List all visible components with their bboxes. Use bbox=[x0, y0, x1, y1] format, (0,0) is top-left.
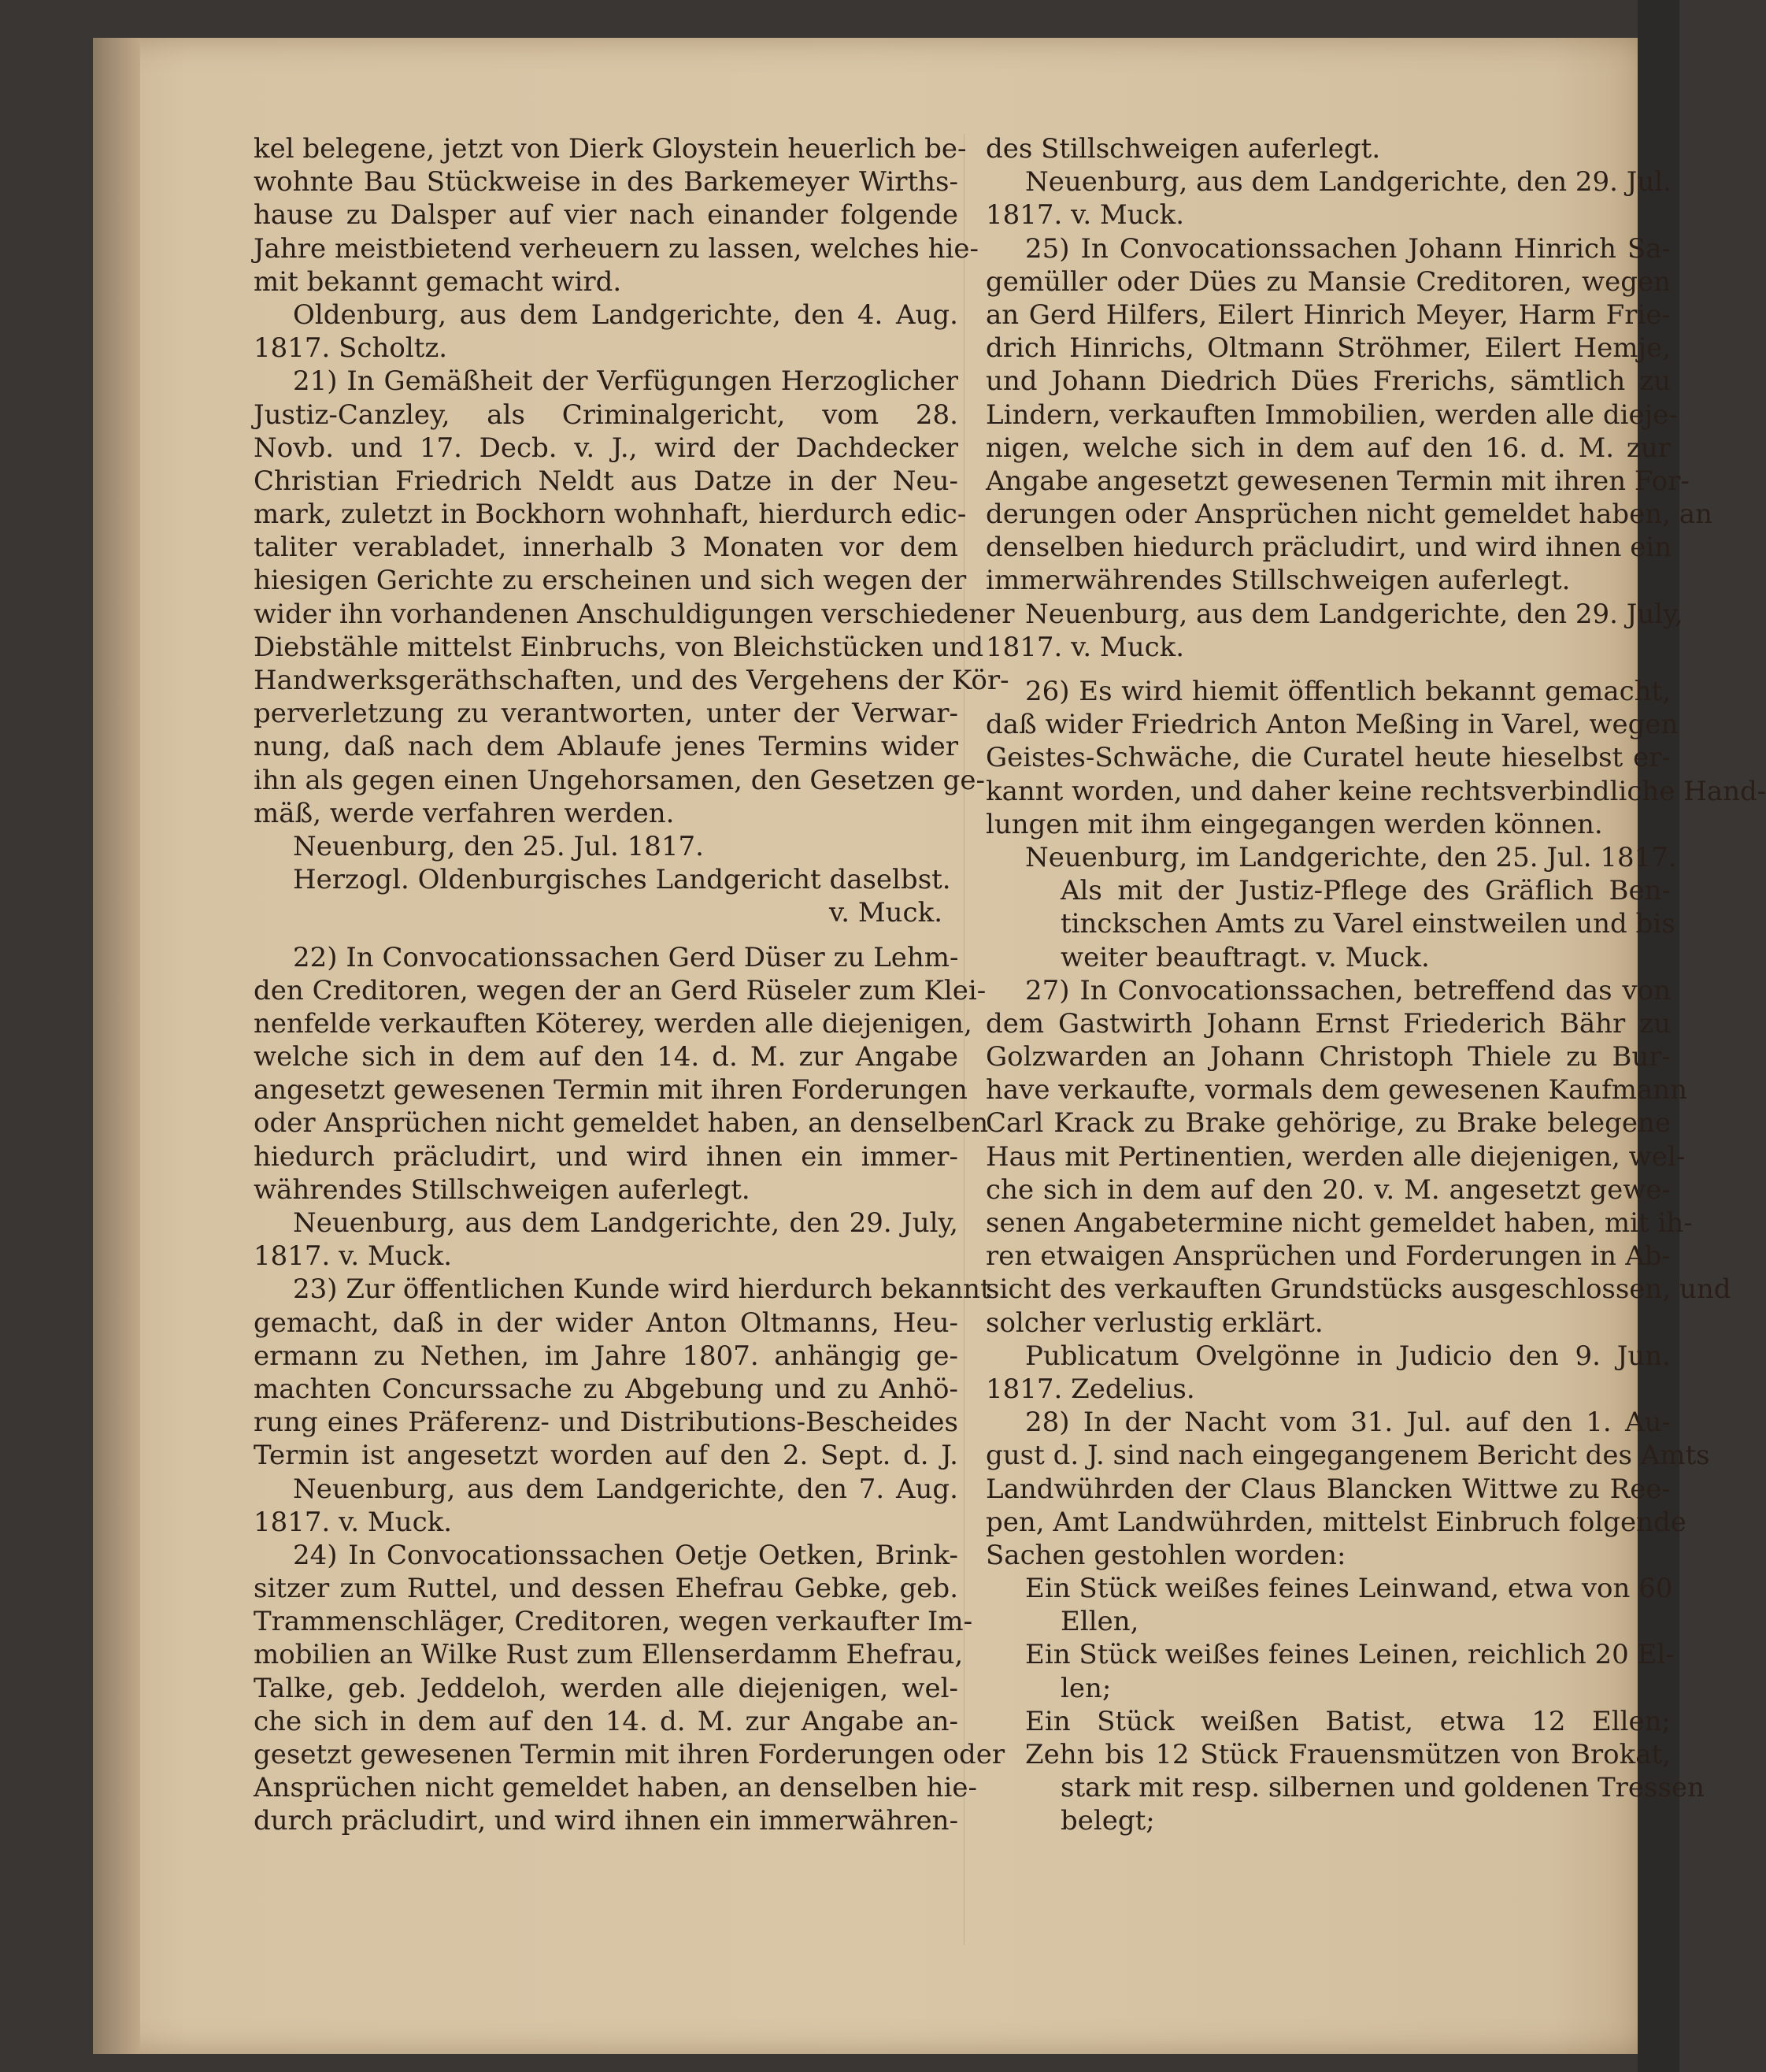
text-line: nigen, welche sich in dem auf den 16. d. M. zur bbox=[986, 432, 1671, 464]
text-line: mit bekannt gemacht wird. bbox=[254, 265, 622, 298]
text-line: Neuenburg, aus dem Landgerichte, den 29. July, bbox=[1025, 598, 1683, 630]
right-text-column bbox=[986, 132, 1766, 1838]
text-line: taliter verabladet, innerhalb 3 Monaten vor dem bbox=[254, 532, 958, 564]
text-line: mark, zuletzt in Bockhorn wohnhaft, hierdurch edic- bbox=[254, 499, 967, 531]
text-line: derungen oder Ansprüchen nicht gemeldet haben, an bbox=[986, 499, 1712, 531]
text-line: Neuenburg, aus dem Landgerichte, den 7. Aug. bbox=[293, 1473, 958, 1505]
text-line: machten Concurssache zu Abgebung und zu Anhö- bbox=[254, 1373, 958, 1405]
text-line: Neuenburg, im Landgerichte, den 25. Jul. 1817. bbox=[1025, 841, 1677, 873]
text-line: wohnte Bau Stückweise in des Barkemeyer Wirths- bbox=[254, 166, 958, 198]
text-line: des Stillschweigen auferlegt. bbox=[986, 133, 1381, 165]
text-line: 28) In der Nacht vom 31. Jul. auf den 1. Au- bbox=[1025, 1407, 1671, 1439]
text-line: oder Ansprüchen nicht gemeldet haben, an denselben bbox=[254, 1107, 989, 1140]
text-line: Carl Krack zu Brake gehörige, zu Brake belegene bbox=[986, 1107, 1671, 1140]
text-line: Neuenburg, aus dem Landgerichte, den 29. Jul. bbox=[1025, 166, 1672, 198]
text-line: Christian Friedrich Neldt aus Datze in der Neu- bbox=[254, 465, 958, 497]
text-line: 26) Es wird hiemit öffentlich bekannt gemacht, bbox=[1025, 676, 1671, 707]
text-line: wider ihn vorhandenen Anschuldigungen verschiedener bbox=[254, 598, 1015, 630]
text-line: Zehn bis 12 Stück Frauensmützen von Brokat, bbox=[1025, 1739, 1671, 1770]
text-line: Neuenburg, aus dem Landgerichte, den 29. July, bbox=[293, 1207, 958, 1239]
text-line: perverletzung zu verantworten, unter der Verwar- bbox=[254, 698, 958, 730]
text-line: 23) Zur öffentlichen Kunde wird hierdurch bekannt bbox=[293, 1273, 991, 1306]
text-line: Geistes-Schwäche, die Curatel heute hieselbst er- bbox=[986, 742, 1671, 774]
text-line: solcher verlustig erklärt. bbox=[986, 1307, 1324, 1339]
text-line: che sich in dem auf den 20. v. M. angesetzt gewe- bbox=[986, 1173, 1671, 1206]
text-line: immerwährendes Stillschweigen auferlegt. bbox=[986, 565, 1571, 597]
text-line: Lindern, verkauften Immobilien, werden alle dieje- bbox=[986, 398, 1678, 431]
text-line: nung, daß nach dem Ablaufe jenes Termins wider bbox=[254, 731, 958, 763]
text-line: an Gerd Hilfers, Eilert Hinrich Meyer, Harm Frie- bbox=[986, 298, 1671, 331]
text-line: weiter beauftragt. v. Muck. bbox=[1061, 941, 1430, 973]
text-line: gemüller oder Dües zu Mansie Creditoren, wegen bbox=[986, 265, 1671, 298]
text-line: mobilien an Wilke Rust zum Ellenserdamm Ehefrau, bbox=[254, 1639, 964, 1671]
text-line: ermann zu Nethen, im Jahre 1807. anhängig ge- bbox=[254, 1340, 958, 1372]
text-line: Oldenburg, aus dem Landgerichte, den 4. Aug. bbox=[293, 298, 958, 331]
text-line: Landwührden der Claus Blancken Wittwe zu Ree- bbox=[986, 1473, 1671, 1505]
text-line: dem Gastwirth Johann Ernst Friederich Bähr zu bbox=[986, 1007, 1671, 1040]
text-line: 27) In Convocationssachen, betreffend das von bbox=[1025, 974, 1671, 1006]
text-line: Jahre meistbietend verheuern zu lassen, welches hie- bbox=[254, 232, 979, 265]
text-line: have verkaufte, vormals dem gewesenen Kaufmann bbox=[986, 1074, 1688, 1106]
text-line: und Johann Diedrich Dües Frerichs, sämtlich zu bbox=[986, 365, 1671, 398]
text-line: lungen mit ihm eingegangen werden können. bbox=[986, 808, 1603, 840]
binding-edge bbox=[93, 38, 140, 2054]
text-line: Als mit der Justiz-Pflege des Gräflich Ben- bbox=[1061, 875, 1671, 907]
text-line: angesetzt gewesenen Termin mit ihren Forderungen bbox=[254, 1074, 968, 1106]
text-line: den Creditoren, wegen der an Gerd Rüseler zum Klei- bbox=[254, 974, 987, 1006]
text-line: Golzwarden an Johann Christoph Thiele zu Bur- bbox=[986, 1041, 1671, 1073]
text-line: rung eines Präferenz- und Distributions-Bescheides bbox=[254, 1407, 958, 1439]
text-line: 24) In Convocationssachen Oetje Oetken, Brink- bbox=[293, 1539, 958, 1571]
text-line: Ein Stück weißes feines Leinen, reichlich 20 El- bbox=[1025, 1639, 1675, 1671]
text-line: 1817. v. Muck. bbox=[986, 631, 1185, 663]
text-line: pen, Amt Landwührden, mittelst Einbruch folgende bbox=[986, 1506, 1686, 1538]
text-line: währendes Stillschweigen auferlegt. bbox=[254, 1173, 750, 1206]
text-line: ren etwaigen Ansprüchen und Forderungen in Ab- bbox=[986, 1240, 1671, 1273]
text-line: daß wider Friedrich Anton Meßing in Varel, wegen bbox=[986, 709, 1679, 741]
text-line: che sich in dem auf den 14. d. M. zur Angabe an- bbox=[254, 1705, 958, 1737]
text-line: Sachen gestohlen worden: bbox=[986, 1539, 1346, 1571]
text-line: 1817. v. Muck. bbox=[254, 1240, 453, 1273]
text-line: gesetzt gewesenen Termin mit ihren Forderungen oder bbox=[254, 1739, 1005, 1770]
text-line: ihn als gegen einen Ungehorsamen, den Gesetzen ge- bbox=[254, 764, 985, 796]
text-line: gemacht, daß in der wider Anton Oltmanns, Heu- bbox=[254, 1307, 958, 1339]
text-line: welche sich in dem auf den 14. d. M. zur Angabe bbox=[254, 1041, 958, 1073]
text-line: v. Muck. bbox=[829, 897, 942, 929]
text-line: kannt worden, und daher keine rechtsverbindliche Hand- bbox=[986, 775, 1766, 807]
text-line: Haus mit Pertinentien, werden alle diejenigen, wel- bbox=[986, 1140, 1686, 1173]
text-line: Ein Stück weißen Batist, etwa 12 Ellen; bbox=[1025, 1705, 1671, 1737]
text-line: Ellen, bbox=[1061, 1606, 1139, 1638]
text-line: Trammenschläger, Creditoren, wegen verkaufter Im- bbox=[254, 1606, 973, 1638]
text-line: belegt; bbox=[1061, 1805, 1155, 1837]
text-line: Ein Stück weißes feines Leinwand, etwa von 60 bbox=[1025, 1573, 1673, 1605]
text-line: nenfelde verkauften Köterey, werden alle diejenigen, bbox=[254, 1007, 972, 1040]
text-line: hause zu Dalsper auf vier nach einander folgende bbox=[254, 199, 958, 232]
text-line: denselben hiedurch präcludirt, und wird ihnen ein bbox=[986, 532, 1672, 564]
text-line: Angabe angesetzt gewesenen Termin mit ihren For- bbox=[986, 465, 1690, 497]
text-line: Ansprüchen nicht gemeldet haben, an denselben hie- bbox=[254, 1772, 977, 1804]
text-line: Diebstähle mittelst Einbruchs, von Bleichstücken und bbox=[254, 631, 984, 663]
text-line: hiesigen Gerichte zu erscheinen und sich wegen der bbox=[254, 565, 967, 597]
text-line: gust d. J. sind nach eingegangenem Bericht des Amts bbox=[986, 1440, 1710, 1472]
text-line: Talke, geb. Jeddeloh, werden alle diejenigen, wel- bbox=[254, 1672, 958, 1704]
text-line: drich Hinrichs, Oltmann Ströhmer, Eilert Hemje, bbox=[986, 332, 1671, 365]
text-line: kel belegene, jetzt von Dierk Gloystein heuerlich be- bbox=[254, 133, 967, 165]
text-line: Handwerksgeräthschaften, und des Vergehens der Kör- bbox=[254, 665, 1009, 696]
text-line: senen Angabetermine nicht gemeldet haben, mit ih- bbox=[986, 1207, 1693, 1239]
text-line bbox=[254, 930, 958, 941]
text-line: Neuenburg, den 25. Jul. 1817. bbox=[293, 830, 704, 862]
text-line: sitzer zum Ruttel, und dessen Ehefrau Gebke, geb. bbox=[254, 1573, 958, 1605]
text-line: Herzogl. Oldenburgisches Landgericht daselbst. bbox=[293, 864, 951, 896]
text-line: Termin ist angesetzt worden auf den 2. Sept. d. J. bbox=[254, 1440, 958, 1472]
text-line: 1817. v. Muck. bbox=[254, 1506, 453, 1538]
text-line: mäß, werde verfahren werden. bbox=[254, 797, 675, 829]
text-line: hiedurch präcludirt, und wird ihnen ein immer- bbox=[254, 1140, 958, 1173]
text-line: stark mit resp. silbernen und goldenen Tressen bbox=[1061, 1772, 1705, 1804]
text-line: 22) In Convocationssachen Gerd Düser zu Lehm- bbox=[293, 941, 959, 973]
text-line: sicht des verkauften Grundstücks ausgeschlossen, und bbox=[986, 1273, 1731, 1306]
text-line: Novb. und 17. Decb. v. J., wird der Dachdecker bbox=[254, 432, 958, 464]
text-line: Publicatum Ovelgönne in Judicio den 9. Jun. bbox=[1025, 1340, 1671, 1372]
text-line: 25) In Convocationssachen Johann Hinrich Sa- bbox=[1025, 232, 1671, 265]
text-line: durch präcludirt, und wird ihnen ein immerwähren- bbox=[254, 1805, 959, 1837]
text-line: 21) In Gemäßheit der Verfügungen Herzoglicher bbox=[293, 365, 958, 398]
text-line: 1817. v. Muck. bbox=[986, 199, 1185, 232]
text-line: tinckschen Amts zu Varel einstweilen und bis bbox=[1061, 908, 1675, 940]
text-line: len; bbox=[1061, 1672, 1112, 1704]
text-line bbox=[986, 664, 1671, 675]
left-text-column bbox=[254, 132, 1015, 1838]
text-line: Justiz-Canzley, als Criminalgericht, vom 28. bbox=[254, 398, 958, 431]
text-line: 1817. Scholtz. bbox=[254, 332, 448, 365]
text-line: 1817. Zedelius. bbox=[986, 1373, 1195, 1405]
